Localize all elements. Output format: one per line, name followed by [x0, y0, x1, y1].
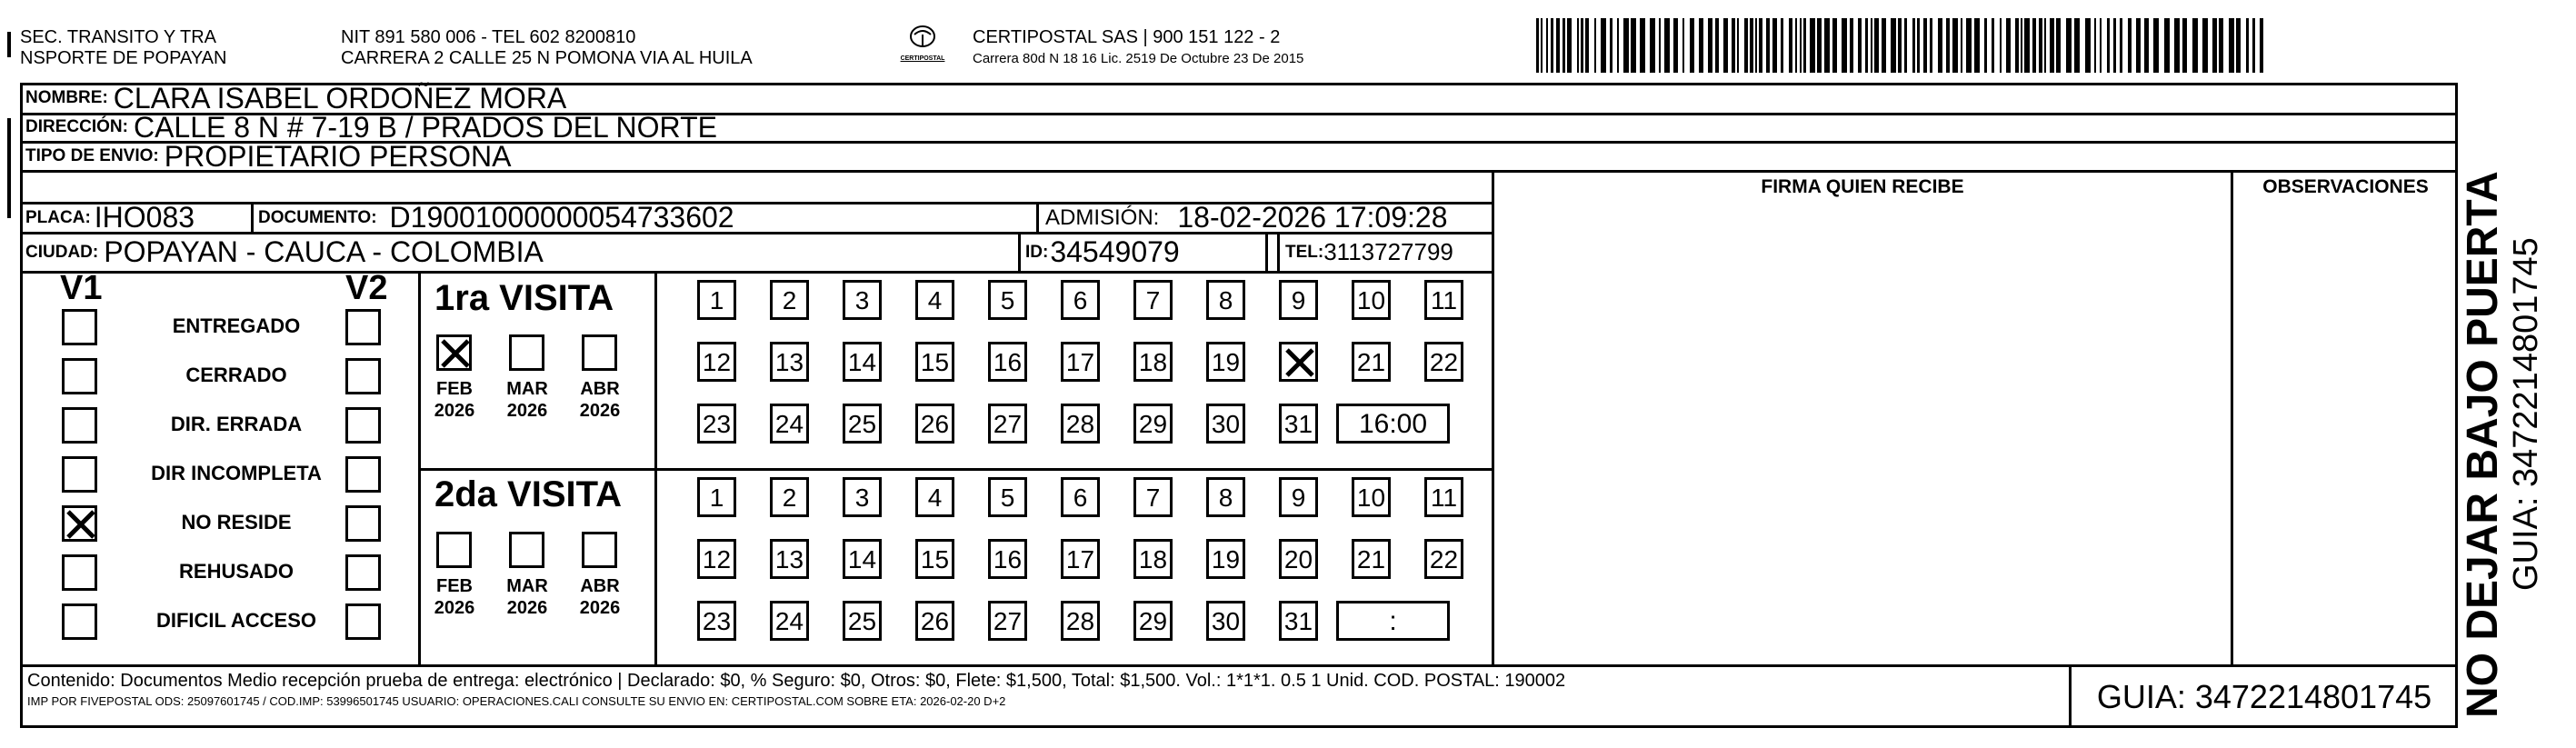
v1-checkbox[interactable] [62, 554, 97, 591]
day-box-5[interactable]: 5 [988, 477, 1027, 517]
day-box-22[interactable]: 22 [1424, 342, 1463, 382]
day-box-19[interactable]: 19 [1206, 342, 1245, 382]
barcode-bar [2024, 18, 2030, 73]
barcode-bar [2144, 18, 2149, 73]
barcode-bar [1923, 18, 1927, 73]
documento-value: D19001000000054733602 [389, 201, 734, 234]
barcode-bar [1930, 18, 1932, 73]
ciudad-value: POPAYAN - CAUCA - COLOMBIA [104, 235, 544, 268]
barcode-bar [2219, 18, 2223, 73]
v2-checkbox[interactable] [345, 456, 381, 493]
margin-mark [7, 118, 11, 218]
barcode-bar [1563, 18, 1565, 73]
v1-checkbox[interactable] [62, 309, 97, 345]
barcode-bar [2039, 18, 2042, 73]
barcode-bar [2000, 18, 2002, 73]
day-box-20[interactable] [1279, 342, 1318, 382]
barcode-bar [2056, 18, 2061, 73]
month-checkbox[interactable] [582, 334, 617, 371]
tel-label: TEL: [1285, 242, 1324, 262]
day-box-25[interactable]: 25 [843, 404, 882, 444]
barcode-bar [2252, 18, 2255, 73]
row-divider [418, 468, 1494, 471]
status-option-label: CERRADO [185, 364, 287, 386]
barcode-bar [1759, 18, 1762, 73]
barcode-bar [1789, 18, 1792, 73]
day-box-21[interactable]: 21 [1352, 342, 1391, 382]
direccion-row [25, 110, 717, 144]
barcode-bar [1817, 18, 1822, 73]
v2-checkbox[interactable] [345, 309, 381, 345]
day-box-15[interactable]: 15 [915, 539, 954, 579]
day-box-19[interactable]: 19 [1206, 539, 1245, 579]
barcode-bar [1581, 18, 1583, 73]
time-box[interactable]: 16:00 [1336, 404, 1450, 444]
barcode-bar [1750, 18, 1753, 73]
day-box-23[interactable]: 23 [697, 404, 736, 444]
barcode-bar [2192, 18, 2198, 73]
day-box-30[interactable]: 30 [1206, 404, 1245, 444]
admision-label: ADMISIÓN: [1045, 204, 1160, 230]
v1-checkbox[interactable] [62, 358, 97, 394]
barcode-bar [1858, 18, 1862, 73]
barcode-bar [2229, 18, 2234, 73]
sender-line2: NSPORTE DE POPAYAN [20, 48, 227, 68]
barcode-bar [2094, 18, 2096, 73]
day-box-3[interactable]: 3 [843, 477, 882, 517]
barcode-bar [2202, 18, 2208, 73]
barcode-bar [1708, 18, 1712, 73]
day-box-14[interactable]: 14 [843, 539, 882, 579]
status-option-label: REHUSADO [179, 560, 294, 583]
day-box-2[interactable]: 2 [770, 280, 809, 320]
barcode-bar [1795, 18, 1797, 73]
day-box-16[interactable]: 16 [988, 342, 1027, 382]
barcode-bar [1631, 18, 1636, 73]
barcode-bar [1882, 18, 1886, 73]
sender-nit [341, 27, 959, 69]
day-box-13[interactable]: 13 [770, 342, 809, 382]
v2-checkbox[interactable] [345, 603, 381, 640]
month-checkbox[interactable] [436, 334, 472, 371]
nit-line1: NIT 891 580 006 - TEL 602 8200810 [341, 27, 636, 47]
v2-checkbox[interactable] [345, 407, 381, 444]
barcode-bar [1551, 18, 1553, 73]
barcode-bar [1874, 18, 1879, 73]
day-box-29[interactable]: 29 [1133, 404, 1173, 444]
direccion-label: DIRECCIÓN: [25, 117, 128, 136]
col-divider [1492, 170, 1494, 664]
barcode-bar [1546, 18, 1548, 73]
day-box-21[interactable]: 21 [1352, 539, 1391, 579]
barcode-bar [1673, 18, 1678, 73]
nombre-label: NOMBRE: [25, 88, 108, 107]
day-box-4[interactable]: 4 [915, 477, 954, 517]
ciudad-label: CIUDAD: [25, 242, 99, 262]
barcode-bar [1744, 18, 1748, 73]
month-label: MAR 2026 [506, 576, 548, 618]
barcode-bar [1715, 18, 1719, 73]
barcode-bar [1664, 18, 1670, 73]
admision-value: 18-02-2026 17:09:28 [1177, 201, 1448, 234]
barcode-bar [1891, 18, 1896, 73]
barcode-bar [2164, 18, 2170, 73]
nombre-value: CLARA ISABEL ORDOÑEZ MORA [113, 81, 567, 115]
col-divider [1036, 202, 1039, 232]
barcode-bar [2128, 18, 2132, 73]
barcode-bar [1961, 18, 1962, 73]
barcode-bar [2021, 18, 2022, 73]
day-box-10[interactable]: 10 [1352, 280, 1391, 320]
barcode-bar [2107, 18, 2110, 73]
day-box-15[interactable]: 15 [915, 342, 954, 382]
v1-checkbox[interactable] [62, 603, 97, 640]
tel-cell [1277, 234, 1453, 271]
day-box-16[interactable]: 16 [988, 539, 1027, 579]
barcode-bar [1912, 18, 1915, 73]
barcode-bar [1755, 18, 1757, 73]
side-note [2459, 82, 2568, 718]
v2-checkbox[interactable] [345, 358, 381, 394]
status-option-label: NO RESIDE [181, 511, 292, 534]
barcode-bar [1871, 18, 1872, 73]
admision-cell [1045, 201, 1448, 234]
day-box-3[interactable]: 3 [843, 280, 882, 320]
barcode-bar [1952, 18, 1958, 73]
time-box[interactable]: : [1336, 601, 1450, 641]
day-box-6[interactable]: 6 [1061, 477, 1100, 517]
barcode-bar [1585, 18, 1589, 73]
barcode-bar [1850, 18, 1853, 73]
day-box-18[interactable]: 18 [1133, 539, 1173, 579]
logo-text: CERTIPOSTAL [900, 55, 945, 62]
barcode-bar [1800, 18, 1802, 73]
day-box-9[interactable]: 9 [1279, 280, 1318, 320]
status-option-label: DIR. ERRADA [170, 413, 303, 435]
barcode-bar [2120, 18, 2122, 73]
status-option-label: DIFICIL ACCESO [155, 609, 316, 632]
day-box-11[interactable]: 11 [1424, 280, 1463, 320]
day-box-4[interactable]: 4 [915, 280, 954, 320]
barcode-bar [2066, 18, 2072, 73]
nit-line2: CARRERA 2 CALLE 25 N POMONA VIA AL HUILA [341, 48, 753, 68]
day-box-24[interactable]: 24 [770, 601, 809, 641]
barcode-bar [1601, 18, 1606, 73]
barcode-bar [1772, 18, 1777, 73]
barcode-bar [1824, 18, 1830, 73]
barcode-bar [1781, 18, 1783, 73]
day-box-24[interactable]: 24 [770, 404, 809, 444]
barcode-bar [2085, 18, 2091, 73]
barcode-bar [1723, 18, 1728, 73]
col-divider [1018, 232, 1021, 271]
day-box-9[interactable]: 9 [1279, 477, 1318, 517]
tipo-row [25, 139, 512, 173]
barcode-bar [1992, 18, 1994, 73]
barcode-bar [1966, 18, 1972, 73]
day-box-25[interactable]: 25 [843, 601, 882, 641]
barcode-bar [1984, 18, 1987, 73]
month-label: FEB 2026 [434, 379, 475, 421]
barcode-bar [2015, 18, 2019, 73]
v1-checkbox[interactable] [62, 407, 97, 444]
day-box-28[interactable]: 28 [1061, 404, 1100, 444]
day-box-1[interactable]: 1 [697, 477, 736, 517]
day-box-2[interactable]: 2 [770, 477, 809, 517]
barcode-bar [1974, 18, 1980, 73]
day-box-1[interactable]: 1 [697, 280, 736, 320]
col-divider [2231, 170, 2233, 664]
barcode-bar [1617, 18, 1619, 73]
v1-label: V1 [60, 269, 103, 307]
col-divider [251, 202, 254, 232]
status-option-label: ENTREGADO [172, 314, 301, 337]
day-box-12[interactable]: 12 [697, 342, 736, 382]
footer-guia: GUIA: 3472214801745 [2096, 678, 2432, 715]
day-box-27[interactable]: 27 [988, 601, 1027, 641]
barcode [1536, 18, 2263, 77]
tipo-value: PROPIETARIO PERSONA [164, 139, 512, 173]
barcode-bar [2032, 18, 2036, 73]
margin-mark [7, 32, 11, 57]
company [973, 27, 1482, 69]
day-box-17[interactable]: 17 [1061, 539, 1100, 579]
day-box-5[interactable]: 5 [988, 280, 1027, 320]
barcode-bar [2100, 18, 2102, 73]
barcode-bar [1917, 18, 1920, 73]
footer-line2: IMP POR FIVEPOSTAL ODS: 25097601745 / COD.IMP: 53996501745 USUARIO: OPERACIONES.CALI CONSULTE SU ENVIO EN: CERTIPOSTAL.COM SOBRE ETA: 2026-02-20 D+2 [27, 694, 1006, 708]
month-label: ABR 2026 [579, 379, 621, 421]
nombre-row [25, 81, 567, 115]
barcode-bar [1732, 18, 1735, 73]
barcode-bar [2182, 18, 2187, 73]
certipostal-logo [895, 24, 950, 74]
day-box-22[interactable]: 22 [1424, 539, 1463, 579]
barcode-bar [1610, 18, 1612, 73]
day-box-6[interactable]: 6 [1061, 280, 1100, 320]
barcode-bar [2174, 18, 2180, 73]
documento-cell [258, 201, 734, 234]
id-label: ID: [1025, 242, 1049, 262]
day-box-8[interactable]: 8 [1206, 280, 1245, 320]
barcode-bar [1640, 18, 1645, 73]
barcode-bar [1541, 18, 1543, 73]
barcode-bar [1766, 18, 1770, 73]
barcode-bar [2246, 18, 2249, 73]
barcode-bar [1690, 18, 1694, 73]
day-box-31[interactable]: 31 [1279, 404, 1318, 444]
side-guia-text: GUIA: 3472214801745 [2507, 237, 2545, 591]
barcode-bar [1904, 18, 1907, 73]
footer-line1: Contenido: Documentos Medio recepción prueba de entrega: electrónico | Declarado: $0, % Seguro: $0, Otros: $0, Flete: $1,500, Total: $1,500. Vol.: 1*1*1. 0.5 1 Unid. COD. POSTAL: 190002 [27, 671, 1566, 691]
v1-checkbox[interactable] [62, 456, 97, 493]
tipo-label: TIPO DE ENVIO: [25, 146, 159, 165]
barcode-bar [2212, 18, 2217, 73]
day-box-8[interactable]: 8 [1206, 477, 1245, 517]
barcode-bar [1577, 18, 1579, 73]
barcode-bar [1898, 18, 1902, 73]
day-box-10[interactable]: 10 [1352, 477, 1391, 517]
day-box-17[interactable]: 17 [1061, 342, 1100, 382]
footer-content [27, 670, 2063, 712]
no-dejar-text: NO DEJAR BAJO PUERTA [2459, 171, 2507, 718]
ciudad-cell [25, 234, 544, 271]
day-box-13[interactable]: 13 [770, 539, 809, 579]
month-checkbox[interactable] [582, 532, 617, 568]
month-label: ABR 2026 [579, 576, 621, 618]
barcode-bar [2136, 18, 2141, 73]
day-box-27[interactable]: 27 [988, 404, 1027, 444]
barcode-bar [1659, 18, 1661, 73]
row-divider [20, 271, 1494, 274]
tel-value: 3113727799 [1323, 238, 1453, 265]
month-label: MAR 2026 [506, 379, 548, 421]
barcode-bar [1865, 18, 1868, 73]
v2-checkbox[interactable] [345, 554, 381, 591]
status-option-label: DIR INCOMPLETA [151, 462, 322, 484]
barcode-bar [1938, 18, 1942, 73]
day-box-18[interactable]: 18 [1133, 342, 1173, 382]
barcode-bar [1737, 18, 1739, 73]
month-label: FEB 2026 [434, 576, 475, 618]
day-box-28[interactable]: 28 [1061, 601, 1100, 641]
barcode-bar [2236, 18, 2241, 73]
logo-icon [904, 24, 941, 51]
day-box-12[interactable]: 12 [697, 539, 736, 579]
col-divider [418, 271, 421, 664]
col-divider [654, 271, 657, 664]
day-box-26[interactable]: 26 [915, 601, 954, 641]
observaciones-header: OBSERVACIONES [2262, 176, 2429, 197]
barcode-bar [1536, 18, 1539, 73]
month-checkbox[interactable] [509, 532, 544, 568]
barcode-bar [1832, 18, 1837, 73]
barcode-bar [2113, 18, 2116, 73]
placa-label: PLACA: [25, 207, 91, 227]
day-box-29[interactable]: 29 [1133, 601, 1173, 641]
barcode-bar [1810, 18, 1815, 73]
month-checkbox[interactable] [509, 334, 544, 371]
direccion-value: CALLE 8 N # 7-19 B / PRADOS DEL NORTE [133, 110, 717, 144]
day-box-14[interactable]: 14 [843, 342, 882, 382]
barcode-bar [1650, 18, 1655, 73]
month-checkbox[interactable] [436, 532, 472, 568]
day-box-26[interactable]: 26 [915, 404, 954, 444]
barcode-bar [1594, 18, 1596, 73]
barcode-bar [1699, 18, 1703, 73]
day-box-20[interactable]: 20 [1279, 539, 1318, 579]
sender-line1: SEC. TRANSITO Y TRA [20, 27, 216, 47]
company-line2: Carrera 80d N 18 16 Lic. 2519 De Octubre 23 De 2015 [973, 51, 1304, 66]
barcode-bar [1946, 18, 1950, 73]
day-box-31[interactable]: 31 [1279, 601, 1318, 641]
placa-value: IHO083 [94, 201, 195, 234]
barcode-bar [2050, 18, 2054, 73]
id-cell [1025, 234, 1180, 271]
v2-checkbox[interactable] [345, 505, 381, 542]
visit1-title: 1ra VISITA [434, 278, 614, 318]
col-divider [2069, 664, 2072, 728]
firma-header: FIRMA QUIEN RECIBE [1761, 176, 1964, 197]
barcode-bar [1567, 18, 1572, 73]
barcode-bar [2260, 18, 2263, 73]
id-value: 34549079 [1050, 235, 1180, 268]
sender [20, 27, 365, 69]
visit2-title: 2da VISITA [434, 474, 622, 514]
placa-cell [25, 201, 195, 234]
day-box-11[interactable]: 11 [1424, 477, 1463, 517]
barcode-bar [1842, 18, 1847, 73]
documento-label: DOCUMENTO: [258, 207, 377, 227]
barcode-bar [2153, 18, 2159, 73]
day-box-7[interactable]: 7 [1133, 477, 1173, 517]
barcode-bar [1623, 18, 1629, 73]
barcode-bar [2044, 18, 2046, 73]
v2-label: V2 [345, 269, 388, 307]
day-box-23[interactable]: 23 [697, 601, 736, 641]
v1-checkbox[interactable] [62, 505, 97, 542]
day-box-7[interactable]: 7 [1133, 280, 1173, 320]
barcode-bar [2074, 18, 2080, 73]
barcode-bar [1556, 18, 1560, 73]
day-box-30[interactable]: 30 [1206, 601, 1245, 641]
barcode-bar [2006, 18, 2011, 73]
barcode-bar [1682, 18, 1684, 73]
company-line1: CERTIPOSTAL SAS | 900 151 122 - 2 [973, 27, 1281, 47]
barcode-bar [1803, 18, 1806, 73]
col-divider [1265, 232, 1268, 271]
